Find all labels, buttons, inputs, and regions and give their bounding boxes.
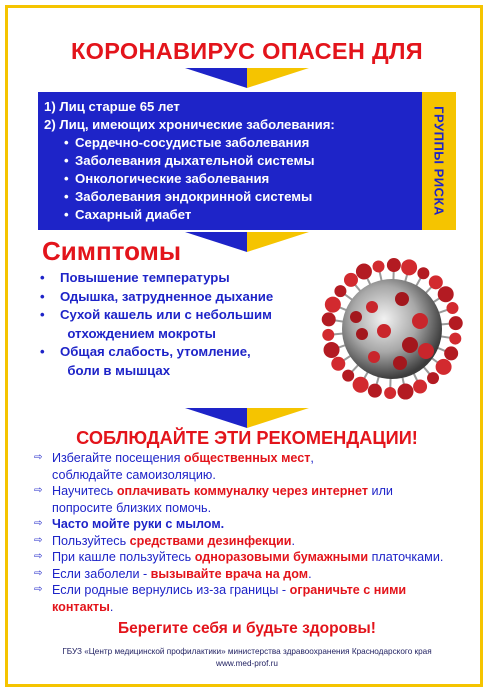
arrow-decoration-middle xyxy=(185,232,309,252)
bullet-icon: • xyxy=(40,344,45,359)
recommendations-title: СОБЛЮДАЙТЕ ЭТИ РЕКОМЕНДАЦИИ! xyxy=(76,428,418,448)
arrow-right-icon: ⇨ xyxy=(34,551,43,562)
recommendation-item: ⇨ Часто мойте руки с мылом. xyxy=(34,517,225,531)
recommendation-item: ⇨ Пользуйтесь средствами дезинфекции. xyxy=(34,533,295,548)
footer xyxy=(20,646,474,670)
disease-item: • Заболевания дыхательной системы xyxy=(64,153,315,168)
bullet-icon: • xyxy=(64,207,69,222)
recommendation-item: ⇨ Если родные вернулись из-за границы - ограничьте с ними xyxy=(34,583,407,597)
bullet-icon: • xyxy=(64,189,69,204)
arrow-right-icon: ⇨ xyxy=(34,518,43,529)
footer-organization: ГБУЗ «Центр медицинской профилактики» министерства здравоохранения Краснодарского края xyxy=(62,647,432,656)
symptoms-list xyxy=(40,269,273,380)
arrow-right-icon: ⇨ xyxy=(34,534,43,546)
disease-item: • Онкологические заболевания xyxy=(64,171,270,186)
recommendation-item: ⇨ Избегайте посещения общественных мест, xyxy=(34,451,314,465)
arrow-decoration-top xyxy=(185,68,309,88)
footer-website: www.med-prof.ru xyxy=(216,659,278,668)
bullet-icon: • xyxy=(64,153,69,168)
risk-group-side-label: ГРУППЫ РИСКА xyxy=(422,92,456,230)
bullet-icon: • xyxy=(40,270,45,285)
recommendation-item-continuation: контакты. xyxy=(52,599,114,614)
bullet-icon: • xyxy=(40,288,45,304)
arrow-right-icon: ⇨ xyxy=(34,485,43,496)
symptom-item-continuation: отхождением мокроты xyxy=(67,325,216,341)
arrow-right-icon: ⇨ xyxy=(34,452,43,463)
symptom-item-continuation: боли в мышцах xyxy=(67,362,171,378)
poster-title: КОРОНАВИРУС ОПАСЕН ДЛЯ xyxy=(71,38,423,64)
symptoms-title: Симптомы xyxy=(42,236,182,266)
recommendation-item: ⇨ Если заболели - вызывайте врача на дом. xyxy=(34,566,312,581)
symptom-item: • Повышение температуры xyxy=(40,269,273,288)
symptom-item: • Одышка, затрудненное дыхание xyxy=(40,288,273,307)
slogan: Берегите себя и будьте здоровы! xyxy=(118,620,376,637)
risk-group-box xyxy=(38,92,422,230)
recommendation-item-continuation: соблюдайте самоизоляцию. xyxy=(52,467,216,482)
coronavirus-image xyxy=(312,254,472,404)
disease-item: • Сердечно-сосудистые заболевания xyxy=(64,135,310,150)
bullet-icon: • xyxy=(64,135,69,150)
arrow-decoration-bottom xyxy=(185,408,309,428)
arrow-right-icon: ⇨ xyxy=(34,584,43,595)
recommendation-item: ⇨ При кашле пользуйтесь одноразовыми бумажными платочками. xyxy=(34,550,444,564)
arrow-right-icon: ⇨ xyxy=(34,567,43,579)
recommendation-item-continuation: попросите близких помочь. xyxy=(52,500,212,515)
disease-item: • Сахарный диабет xyxy=(64,207,192,222)
bullet-icon: • xyxy=(64,171,69,186)
bullet-icon: • xyxy=(40,307,45,322)
risk-item-age: 1) Лиц старше 65 лет xyxy=(44,99,180,114)
risk-item-chronic: 2) Лиц, имеющих хронические заболевания: xyxy=(44,117,335,132)
disease-item: • Заболевания эндокринной системы xyxy=(64,189,313,204)
recommendations-list xyxy=(34,450,443,615)
symptom-item: • Общая слабость, утомление, xyxy=(40,343,273,362)
recommendation-item: ⇨ Научитесь оплачивать коммуналку через интернет или xyxy=(34,484,393,498)
symptom-item: • Сухой кашель или с небольшим xyxy=(40,306,273,325)
